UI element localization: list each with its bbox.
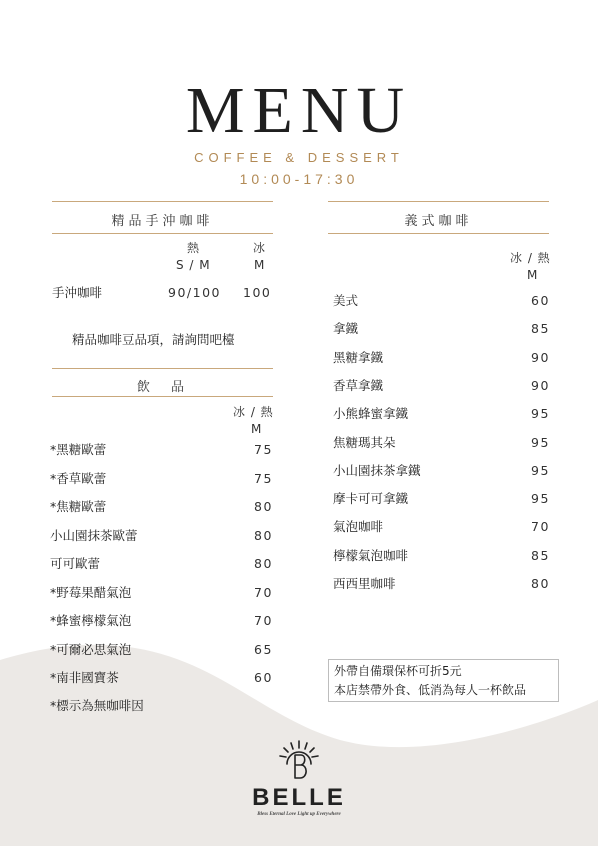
opening-hours: 10:00-17:30	[239, 171, 359, 187]
espresso-item-name: 拿鐵	[333, 321, 359, 337]
espresso-item-name: 小熊蜂蜜拿鐵	[333, 406, 409, 422]
espresso-item-name: 焦糖瑪其朵	[333, 434, 396, 450]
espresso-item-price: 95	[531, 406, 550, 422]
espresso-item-price: 85	[531, 547, 550, 563]
hand-drip-hot-size: S / M	[176, 258, 211, 272]
hand-drip-note: 精品咖啡豆品項，請詢問吧檯	[72, 332, 235, 347]
hand-drip-section-title: 精品手沖咖啡	[111, 214, 214, 229]
espresso-item-name: 黑糖拿鐵	[333, 349, 384, 365]
espresso-item-name: 香草拿鐵	[333, 377, 384, 393]
drinks-item-price: 70	[254, 613, 273, 628]
espresso-item-name: 摩卡可可拿鐵	[333, 491, 409, 507]
drinks-item-name: 可可歐蕾	[50, 556, 101, 571]
drinks-item-name: 小山園抹茶歐蕾	[50, 527, 138, 543]
espresso-section-title: 義式咖啡	[404, 214, 473, 229]
espresso-item-price: 90	[531, 349, 550, 365]
drinks-footnote: *標示為無咖啡因	[50, 698, 144, 713]
espresso-item-price: 95	[531, 434, 550, 450]
espresso-item-name: 氣泡咖啡	[333, 519, 384, 535]
espresso-item-price: 60	[531, 293, 550, 308]
espresso-item-name: 美式	[333, 293, 359, 308]
espresso-item-price: 85	[531, 321, 550, 337]
espresso-item-price: 95	[531, 462, 550, 478]
espresso-item-price: 90	[531, 377, 550, 393]
drinks-item-price: 75	[254, 442, 273, 457]
drinks-item-name: *黑糖歐蕾	[50, 442, 107, 457]
espresso-bottom-rule	[328, 233, 549, 234]
drinks-item-name: *野莓果醋氣泡	[50, 584, 132, 600]
hand-drip-ice-size: M	[254, 258, 266, 272]
drinks-column-header: 冰 / 熱	[233, 405, 274, 419]
drinks-item-price: 80	[254, 499, 273, 514]
hand-drip-hot-header: 熱	[187, 241, 201, 255]
notice-line-1: 外帶自備環保杯可折5元	[334, 664, 462, 678]
drinks-item-name: *南非國寶茶	[50, 670, 119, 685]
drinks-bottom-rule	[52, 396, 273, 397]
drinks-item-price: 80	[254, 556, 273, 571]
espresso-item-price: 80	[531, 576, 550, 591]
drinks-section-title: 飲 品	[136, 380, 188, 395]
hand-drip-top-rule	[52, 201, 273, 202]
espresso-item-name: 檸檬氣泡咖啡	[333, 547, 409, 563]
drinks-item-price: 60	[254, 670, 273, 685]
drinks-item-price: 70	[254, 584, 273, 600]
brand-name: BELLE	[252, 784, 346, 811]
drinks-item-price: 75	[254, 470, 273, 486]
notice-box	[328, 659, 559, 702]
page-title: MENU	[185, 74, 413, 147]
espresso-item-price: 95	[531, 491, 550, 507]
notice-line-2: 本店禁帶外食、低消為每人一杯飲品	[334, 683, 527, 697]
drinks-item-name: *可爾必思氣泡	[50, 641, 132, 657]
drinks-item-price: 65	[254, 641, 273, 657]
hand-drip-ice-price: 100	[243, 285, 272, 300]
brand-tagline: Bless Eternal Love Light up Everywhere	[257, 812, 341, 817]
drinks-item-name: *焦糖歐蕾	[50, 499, 107, 514]
drinks-top-rule	[52, 368, 273, 369]
hand-drip-ice-header: 冰	[253, 241, 267, 255]
espresso-item-name: 西西里咖啡	[333, 576, 396, 591]
sun-b-logo-icon	[276, 738, 322, 784]
hand-drip-bottom-rule	[52, 233, 273, 234]
espresso-column-header: 冰 / 熱	[510, 251, 551, 265]
espresso-item-name: 小山園抹茶拿鐵	[333, 462, 421, 478]
drinks-column-size: M	[251, 422, 263, 436]
page-subtitle: COFFEE & DESSERT	[194, 150, 404, 165]
drinks-item-name: *香草歐蕾	[50, 470, 107, 486]
drinks-item-name: *蜂蜜檸檬氣泡	[50, 613, 132, 628]
drinks-item-price: 80	[254, 527, 273, 543]
espresso-item-price: 70	[531, 519, 550, 535]
espresso-column-size: M	[527, 268, 539, 282]
hand-drip-hot-price: 90/100	[168, 285, 221, 300]
espresso-top-rule	[328, 201, 549, 202]
hand-drip-item-name: 手沖咖啡	[52, 285, 103, 300]
